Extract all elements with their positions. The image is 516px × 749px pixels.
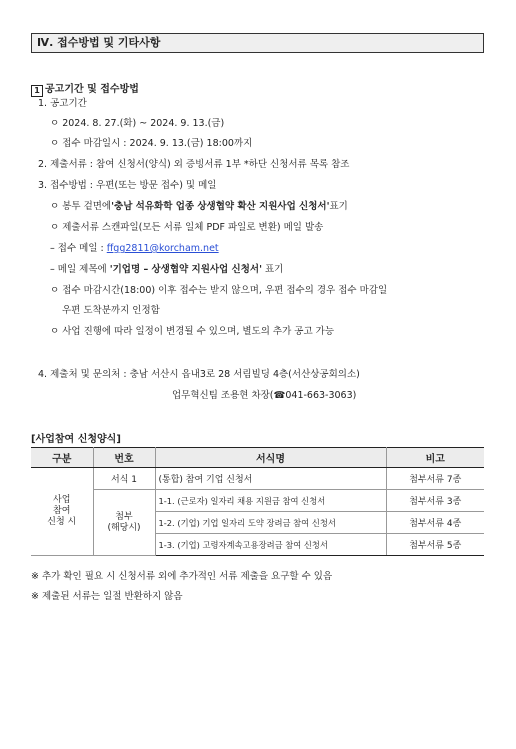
header-note: 비고	[386, 448, 484, 468]
subject-pre: – 메일 제목에	[50, 264, 110, 275]
deadline-note-1: ㅇ 접수 마감시간(18:00) 이후 접수는 받지 않으며, 우편 접수의 경우 접수 마감일	[50, 285, 388, 296]
envelope-pre: ㅇ 봉투 겉면에	[50, 201, 112, 212]
category-cell: 사업 참여 신청 시	[31, 468, 93, 556]
section-header: Ⅳ. 접수방법 및 기타사항	[31, 33, 484, 53]
number-cell: 서식 1	[93, 468, 155, 490]
schedule-note: ㅇ 사업 진행에 따라 일정이 변경될 수 있으며, 별도의 추가 공고 가능	[50, 326, 335, 337]
form-name-cell: (통합) 참여 기업 신청서	[155, 468, 386, 490]
footnote: ※ 추가 확인 필요 시 신청서류 외에 추가적인 서류 제출을 요구할 수 있음	[31, 571, 333, 582]
form-name-cell: 1-2. (기업) 기업 일자리 도약 장려금 참여 신청서	[155, 512, 386, 534]
period-title: 1. 공고기간	[38, 98, 87, 109]
footnote: ※ 제출된 서류는 일절 반환하지 않음	[31, 591, 183, 602]
header-number: 번호	[93, 448, 155, 468]
table-header-row	[31, 448, 484, 468]
table-row	[31, 490, 484, 512]
email-pre: – 접수 메일 :	[50, 243, 107, 254]
form-table	[31, 447, 484, 556]
scan-line: ㅇ 제출서류 스캔파일(모든 서류 일체 PDF 파일로 변환) 메일 발송	[50, 222, 324, 233]
header-form-name: 서식명	[155, 448, 386, 468]
email-line	[50, 242, 219, 256]
header-category: 구분	[31, 448, 93, 468]
envelope-post: 표기	[329, 201, 348, 212]
documents-line: 2. 제출서류 : 참여 신청서(양식) 외 증빙서류 1부 *하단 신청서류 목록 참조	[38, 159, 350, 170]
group-label-cell: 첨부 (해당시)	[93, 490, 155, 556]
note-cell: 첨부서류 3종	[386, 490, 484, 512]
note-cell: 첨부서류 7종	[386, 468, 484, 490]
period-deadline: ㅇ 접수 마감일시 : 2024. 9. 13.(금) 18:00까지	[50, 138, 253, 149]
subsection-title: 공고기간 및 접수방법	[45, 84, 139, 95]
deadline-note-2: 우편 도착분까지 인정함	[62, 305, 160, 316]
period-range: ㅇ 2024. 8. 27.(화) ~ 2024. 9. 13.(금)	[50, 118, 225, 129]
subsection-heading	[31, 80, 139, 97]
form-name-cell: 1-3. (기업) 고령자계속고용장려금 참여 신청서	[155, 534, 386, 556]
note-cell: 첨부서류 4종	[386, 512, 484, 534]
envelope-bold: '충남 석유화학 업종 상생협약 확산 지원사업 신청서'	[111, 201, 330, 212]
table-title: [사업참여 신청양식]	[31, 434, 121, 445]
subject-bold: '기업명 – 상생협약 지원사업 신청서'	[109, 264, 262, 275]
envelope-line	[50, 200, 348, 214]
note-cell: 첨부서류 5종	[386, 534, 484, 556]
contact-line-2: 업무혁신팀 조용현 차장(☎041-663-3063)	[172, 390, 357, 401]
table-row	[31, 468, 484, 490]
subject-line	[50, 263, 283, 277]
number-box: 1	[31, 85, 43, 97]
email-link[interactable]: ffgg2811@korcham.net	[106, 243, 219, 254]
method-title: 3. 접수방법 : 우편(또는 방문 접수) 및 메일	[38, 180, 217, 191]
contact-line-1: 4. 제출처 및 문의처 : 충남 서산시 읍내3로 28 서림빌딩 4층(서산상공회의소)	[38, 369, 360, 380]
form-name-cell: 1-1. (근로자) 일자리 채용 지원금 참여 신청서	[155, 490, 386, 512]
subject-post: 표기	[261, 264, 284, 275]
